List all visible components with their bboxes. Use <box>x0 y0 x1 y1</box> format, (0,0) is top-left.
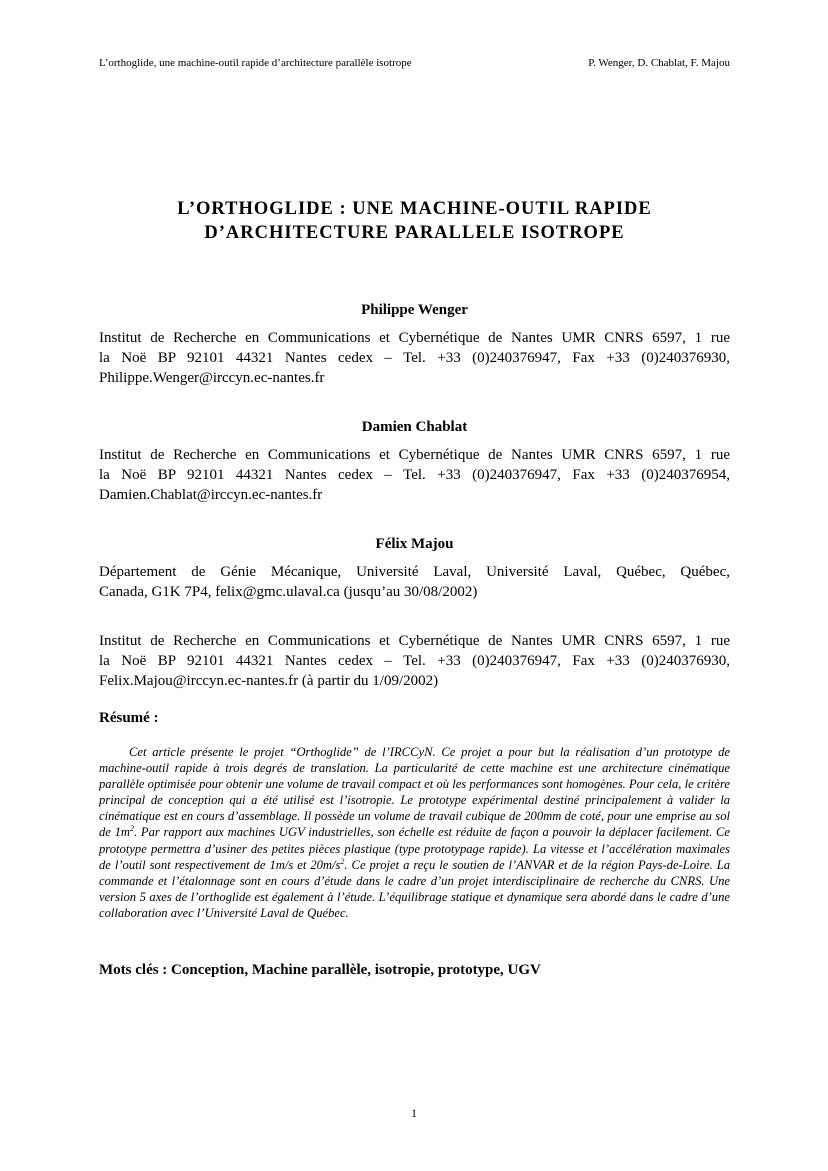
affiliation <box>99 631 730 711</box>
affiliation-line: la Noë BP 92101 44321 Nantes cedex – Tel. +33 (0)240376947, Fax +33 (0)240376930, <box>99 350 730 366</box>
superscript: 2 <box>340 856 345 866</box>
abstract-heading: Résumé : <box>99 710 159 726</box>
affiliation-line: la Noë BP 92101 44321 Nantes cedex – Tel. +33 (0)240376947, Fax +33 (0)240376930, <box>99 653 730 669</box>
authors-block <box>99 300 730 720</box>
affiliation <box>99 562 730 622</box>
affiliation-line: Institut de Recherche en Communications et Cybernétique de Nantes UMR CNRS 6597, 1 rue <box>99 447 730 463</box>
abstract-part: . Ce projet a reçu le soutien de l’ANVAR et de la région Pays-de-Loire. La commande et l’étalonnage sont en cours d’étude dans le cadre d’un projet interdisciplinaire de recherche du CNRS. Une version 5 axes de l’orthoglide est également à l’étude. L’équilibrage statique et dynamique sera abordé dans le cadre d’une collaboration avec l’Université Laval de Québec. <box>99 857 731 920</box>
affiliation <box>99 328 730 408</box>
author-name: Philippe Wenger <box>361 302 468 318</box>
affiliation-line: Philippe.Wenger@irccyn.ec-nantes.fr <box>99 370 325 386</box>
affiliation-line: Canada, G1K 7P4, felix@gmc.ulaval.ca (jusqu’au 30/08/2002) <box>99 584 478 600</box>
affiliation <box>99 445 730 525</box>
title-line-1: L’ORTHOGLIDE : UNE MACHINE-OUTIL RAPIDE <box>177 199 652 219</box>
affiliation-line: Institut de Recherche en Communications et Cybernétique de Nantes UMR CNRS 6597, 1 rue <box>99 633 730 649</box>
author-name: Félix Majou <box>375 536 454 552</box>
running-header <box>99 57 730 69</box>
superscript: 2 <box>130 824 135 834</box>
affiliation-line: Felix.Majou@irccyn.ec-nantes.fr (à partir du 1/09/2002) <box>99 673 439 689</box>
page-number: 1 <box>411 1106 417 1120</box>
affiliation-line: la Noë BP 92101 44321 Nantes cedex – Tel. +33 (0)240376947, Fax +33 (0)240376954, <box>99 467 730 483</box>
header-left: L’orthoglide, une machine-outil rapide d’architecture parallèle isotrope <box>99 57 412 69</box>
abstract-part: . Par rapport aux machines UGV industrielles, son échelle est réduite de façon a pouvoir la déplacer facilement. Ce prototype permettra d’usiner des petites pièces plastique (type prototypage rapide). La vitesse et l’accélération maximales de l’outil sont respectivement de 1m/s et 20m/s <box>99 825 730 872</box>
affiliation-line: Département de Génie Mécanique, Université Laval, Université Laval, Québec, Québec, <box>99 564 730 580</box>
keywords: Mots clés : Conception, Machine parallèle, isotropie, prototype, UGV <box>99 962 541 978</box>
author-name: Damien Chablat <box>361 419 468 435</box>
paper-title <box>99 197 730 245</box>
abstract-text <box>99 744 730 921</box>
affiliation-line: Damien.Chablat@irccyn.ec-nantes.fr <box>99 487 323 503</box>
abstract-part: Cet article présente le projet “Orthoglide” de l’IRCCyN. Ce projet a pour but la réalisation d’un prototype de machine-outil rapide à trois degrés de translation. La particularité de cette machine est une architecture cinématique parallèle optimisée pour obtenir une volume de travail compact et où les performances sont homogènes. Pour cela, le critère principal de conception qui a été utilisé est l’isotropie. Le prototype expérimental destiné principalement à valider la cinématique est en cours d’assemblage. Il possède un volume de travail cubique de 200mm de coté, pour une emprise au sol de 1m <box>99 745 730 840</box>
affiliation-line: Institut de Recherche en Communications et Cybernétique de Nantes UMR CNRS 6597, 1 rue <box>99 330 730 346</box>
title-line-2: D’ARCHITECTURE PARALLELE ISOTROPE <box>204 223 625 243</box>
header-right: P. Wenger, D. Chablat, F. Majou <box>588 57 730 69</box>
